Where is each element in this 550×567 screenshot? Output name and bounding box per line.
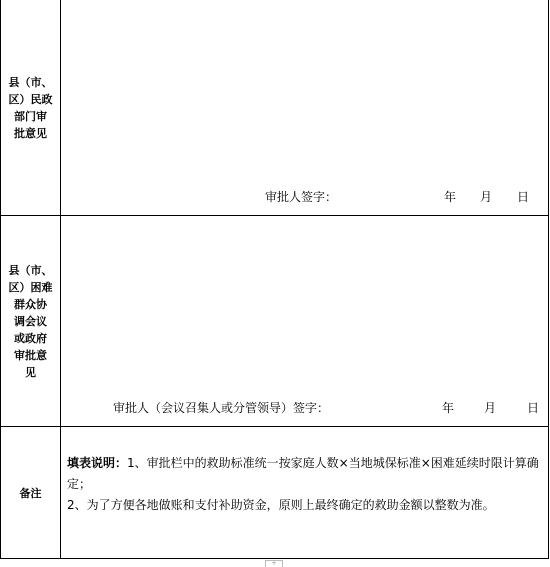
- civil-affairs-opinion-cell[interactable]: [61, 0, 548, 215]
- month-label: 月: [480, 190, 493, 204]
- remarks-label-cell: [1, 427, 61, 559]
- month-label: 月: [484, 401, 497, 415]
- instructions-heading: 填表说明：: [67, 456, 128, 470]
- day-label: 日: [517, 190, 530, 204]
- remarks-row: [1, 426, 548, 559]
- remarks-content-cell: [61, 427, 548, 559]
- approver-signature-label: 审批人签字：: [265, 190, 338, 204]
- civil-affairs-label-cell: [1, 0, 61, 215]
- joint-meeting-label-cell: [1, 216, 61, 426]
- remarks-label: 备注: [19, 486, 42, 500]
- year-label: 年: [444, 190, 457, 204]
- instruction-item-2: 2、为了方便各地做账和支付补助资金，原则上最终确定的救助金额以整数为准。: [67, 498, 495, 512]
- day-label: 日: [527, 401, 540, 415]
- meeting-approver-signature-label: 审批人（会议召集人或分管领导）签字：: [113, 401, 330, 415]
- joint-meeting-label: 县（市、 区）困难 群众协 调会议 或政府 审批意 见: [8, 263, 53, 379]
- filling-instructions: [67, 453, 544, 516]
- table-move-handle-icon[interactable]: +: [265, 560, 283, 567]
- civil-affairs-label: 县（市、 区）民政 部门审 批意见: [8, 75, 53, 140]
- joint-meeting-opinion-cell[interactable]: [61, 216, 548, 426]
- year-label: 年: [442, 401, 455, 415]
- instruction-item-1: 1、审批栏中的救助标准统一按家庭人数×当地城保标准×困难延续时限计算确定；: [67, 456, 539, 491]
- civil-affairs-approval-row: [1, 0, 548, 215]
- joint-meeting-approval-row: [1, 215, 548, 426]
